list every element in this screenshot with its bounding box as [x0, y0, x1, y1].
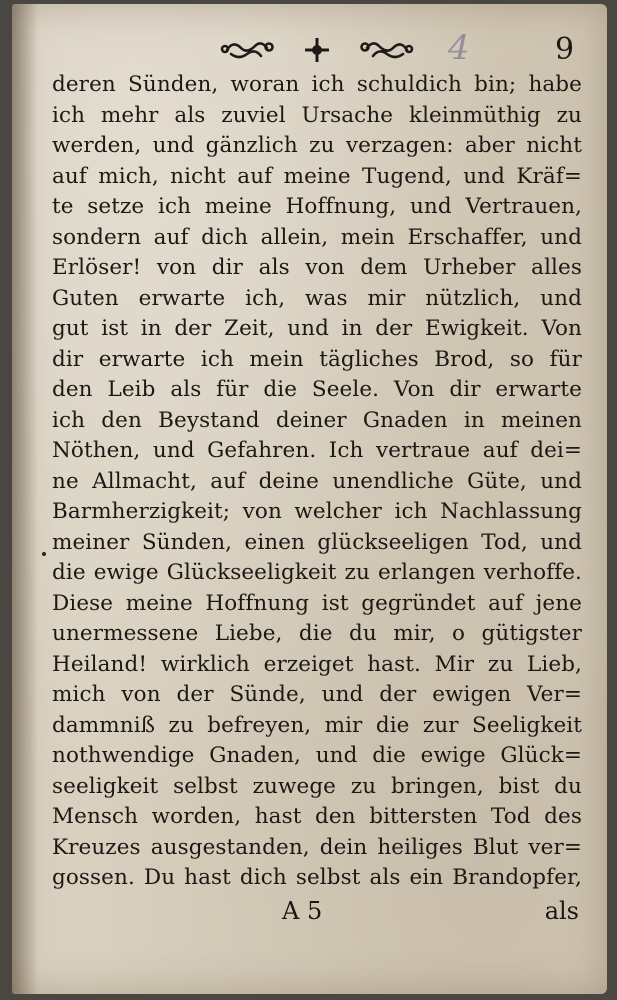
page-footer — [12, 897, 607, 933]
text-line: Guten erwarte ich, was mir nützlich, und — [52, 285, 582, 311]
book-page — [12, 4, 607, 994]
text-line: dir erwarte ich mein tägliches Brod, so für — [52, 346, 582, 372]
page-header — [12, 28, 607, 72]
page-number: 9 — [555, 32, 575, 67]
text-line: die ewige Glückseeligkeit zu erlangen verhoffe. — [52, 560, 582, 585]
text-line: Barmherzigkeit; von welcher ich Nachlassung — [52, 499, 582, 524]
text-line: meiner Sünden, einen glückseeligen Tod, und — [52, 529, 582, 555]
text-line: ne Allmacht, auf deine unendliche Güte, und — [52, 468, 582, 494]
margin-dot — [42, 552, 46, 556]
signature-mark: A 5 — [282, 897, 323, 925]
catchword: als — [544, 897, 579, 925]
text-line: ich mehr als zuviel Ursache kleinmüthig zu — [52, 102, 582, 128]
text-line: ich den Beystand deiner Gnaden in meinen — [52, 407, 582, 433]
text-line: Diese meine Hoffnung ist gegründet auf jene — [52, 590, 582, 616]
text-line: Kreuzes ausgestanden, dein heiliges Blut ver= — [52, 834, 582, 860]
text-line: gut ist in der Zeit, und in der Ewigkeit. Von — [52, 316, 582, 341]
pencil-annotation: 4 — [448, 28, 470, 68]
text-line: dammniß zu befreyen, mir die zur Seeligkeit — [52, 712, 582, 738]
text-line: auf mich, nicht auf meine Tugend, und Kräf= — [52, 163, 582, 189]
text-line: sondern auf dich allein, mein Erschaffer, und — [52, 224, 582, 250]
text-line: nothwendige Gnaden, und die ewige Glück= — [52, 743, 582, 768]
text-line: Heiland! wirklich erzeiget hast. Mir zu Lieb, — [52, 651, 582, 677]
body-text — [52, 70, 582, 894]
text-line: te setze ich meine Hoffnung, und Vertrauen, — [52, 194, 582, 219]
text-line: seeligkeit selbst zuwege zu bringen, bist du — [52, 773, 582, 799]
text-line: deren Sünden, woran ich schuldich bin; habe — [52, 72, 582, 97]
text-line: Nöthen, und Gefahren. Ich vertraue auf dei= — [52, 438, 582, 463]
text-line: mich von der Sünde, und der ewigen Ver= — [52, 682, 582, 707]
text-line: werden, und gänzlich zu verzagen: aber nicht — [52, 133, 582, 158]
text-line: gossen. Du hast dich selbst als ein Brandopfer, — [52, 865, 582, 890]
floral-ornament-icon — [217, 34, 417, 64]
text-line: unermessene Liebe, die du mir, o gütigster — [52, 621, 582, 646]
text-line: Erlöser! von dir als von dem Urheber alles — [52, 255, 582, 280]
page-gutter-shadow — [12, 4, 38, 994]
text-line: den Leib als für die Seele. Von dir erwarte — [52, 377, 582, 402]
text-line: Mensch worden, hast den bittersten Tod des — [52, 804, 582, 829]
